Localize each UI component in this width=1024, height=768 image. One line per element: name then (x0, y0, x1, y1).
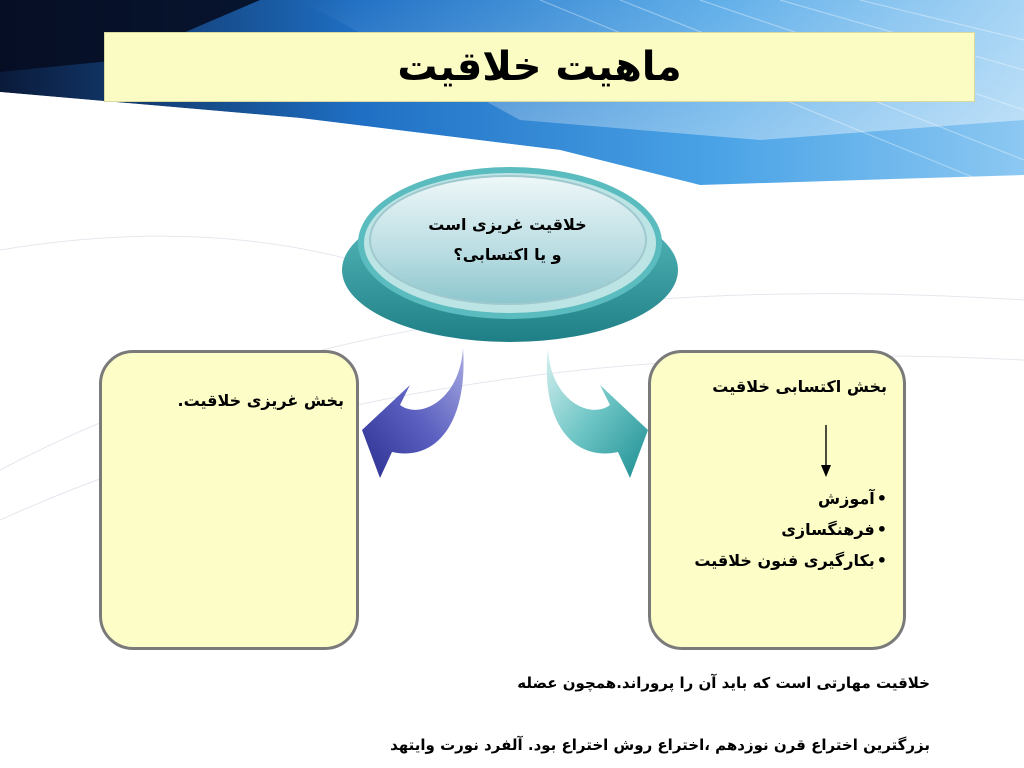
down-arrow-icon (819, 425, 833, 477)
page-title: ماهیت خلاقیت (397, 44, 682, 90)
innate-heading: بخش غریزی خلاقیت. (177, 391, 344, 410)
acquired-box (648, 350, 906, 650)
center-question-line-2: و یا اکتسابی؟ (453, 245, 562, 264)
bullet-text: فرهنگسازی (781, 520, 875, 539)
right-arrow-icon (547, 348, 648, 478)
bullet-text: آموزش (818, 489, 875, 508)
list-item (694, 514, 887, 545)
center-question-line-1: خلاقیت غریزی است (428, 215, 587, 234)
bullet-icon: • (876, 489, 887, 508)
list-item (694, 483, 887, 514)
footer-quote-2: بزرگترین اختراع قرن نوزدهم ،اختراع روش اختراع بود. آلفرد نورت وایتهد (390, 736, 930, 754)
footer-quote-1: خلاقیت مهارتی است که باید آن را پروراند.همچون عضله (517, 674, 930, 692)
title-bar (104, 32, 975, 102)
list-item (694, 545, 887, 576)
left-arrow-icon (362, 348, 464, 478)
bullet-text: بکارگیری فنون خلاقیت (694, 551, 875, 570)
bullet-icon: • (876, 551, 887, 570)
innate-box (99, 350, 359, 650)
acquired-bullet-list (694, 483, 887, 576)
center-question (385, 210, 630, 270)
bullet-icon: • (876, 520, 887, 539)
acquired-heading: بخش اکتسابی خلاقیت (712, 377, 887, 396)
